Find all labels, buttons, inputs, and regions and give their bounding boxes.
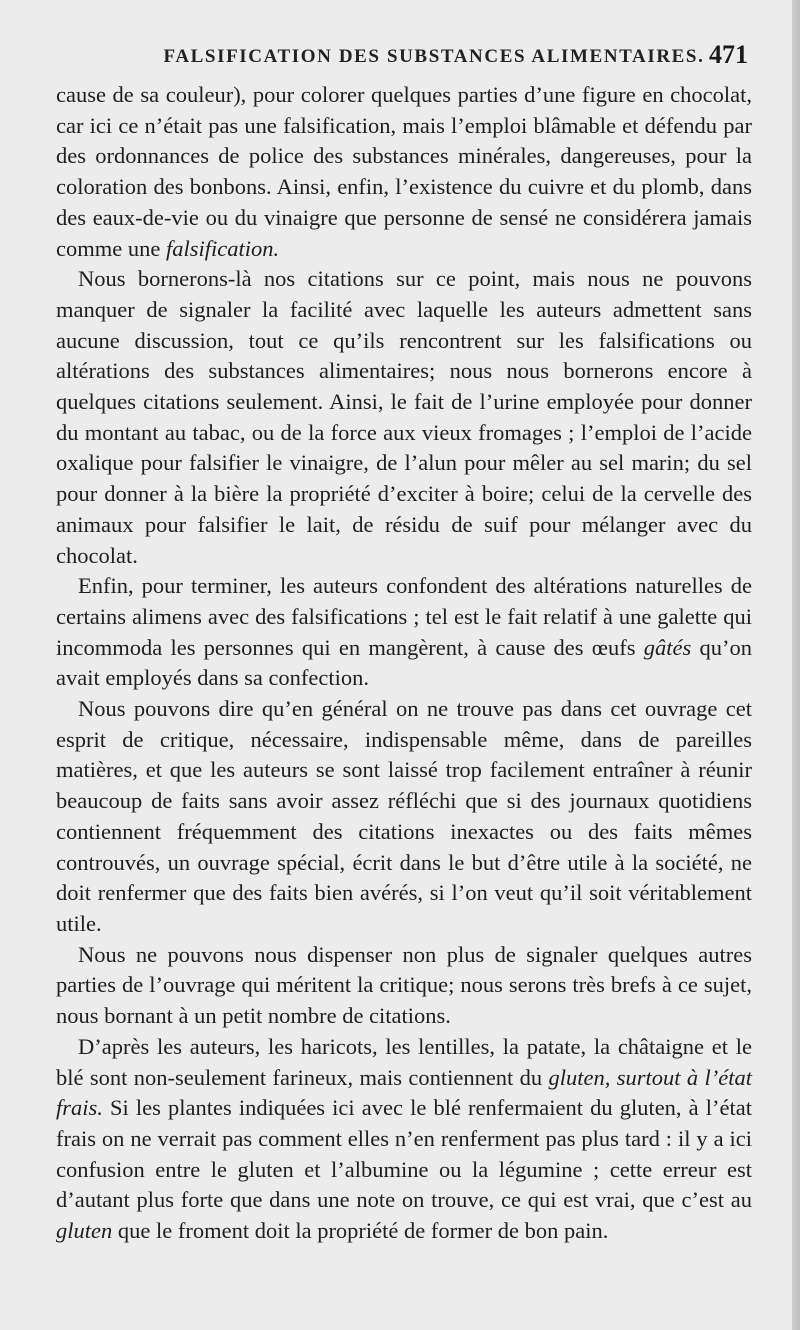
italic-text: gâtés xyxy=(643,634,692,660)
paragraph xyxy=(56,694,752,940)
paragraph-text: que le froment doit la propriété de former de bon pain. xyxy=(112,1218,609,1244)
paragraph-text: Nous bornerons-là nos citations sur ce point, mais nous ne pouvons manquer de signaler la facilité avec laquelle les auteurs admettent sans aucune discussion, tout ce qu’ils rencontrent sur les falsifications ou altérations des substances alimentaires; nous nous bornerons encore à quelques citations seulement. Ainsi, le fait de l’urine employée pour donner du montant au tabac, ou de la force aux vieux fromages ; l’emploi de l’acide oxalique pour falsifier le vinaigre, de l’alun pour mêler au sel marin; du sel pour donner à la bière la propriété d’exciter à boire; celui de la cervelle des animaux pour falsifier le lait, de résidu de suif pour mélanger avec du chocolat. xyxy=(56,266,752,568)
page-number: 471 xyxy=(709,40,748,69)
italic-text: falsification. xyxy=(165,235,280,261)
paragraph-text: Nous ne pouvons nous dispenser non plus de signaler quelques autres parties de l’ouvrage qui méritent la critique; nous serons très brefs à ce sujet, nous bornant à un petit nombre de citations. xyxy=(56,941,752,1029)
paragraph xyxy=(56,80,752,264)
paragraph xyxy=(56,571,752,694)
body-text xyxy=(56,80,752,1247)
italic-text: gluten xyxy=(56,1218,113,1244)
running-head xyxy=(56,38,752,80)
paragraph-text: Enfin, pour terminer, les auteurs confondent des altérations naturelles de certains alimens avec des falsifications ; tel est le fait relatif à une galette qui incommoda les personnes qui en mangèrent, à cause des œufs xyxy=(56,573,752,660)
paragraph-text: Nous pouvons dire qu’en général on ne trouve pas dans cet ouvrage cet esprit de critique, nécessaire, indispensable même, dans de pareilles matières, et que les auteurs se sont laissé trop facilement entraîner à réunir beaucoup de faits sans avoir assez réfléchi que si des journaux quotidiens contiennent fréquemment des citations inexactes ou des faits mêmes controuvés, un ouvrage spécial, écrit dans le but d’être utile à la société, ne doit renfermer que des faits bien avérés, si l’on veut qu’il soit véritablement utile. xyxy=(56,696,752,936)
paragraph-text: cause de sa couleur), pour colorer quelques parties d’une figure en chocolat, car ici ce n’était pas une falsification, mais l’emploi blâmable et défendu par des ordonnances de police des substances minérales, dangereuses, pour la coloration des bonbons. Ainsi, enfin, l’existence du cuivre et du plomb, dans des eaux-de-vie ou du vinaigre que personne de sensé ne considérera jamais comme une xyxy=(56,82,752,261)
paragraph-text: Si les plantes indiquées ici avec le blé renfermaient du gluten, à l’état frais on ne verrait pas comment elles n’en renferment pas plus tard : il y a ici confusion entre le gluten et l’albumine ou la légumine ; cette erreur est d’autant plus forte que dans une note on trouve, ce qui est vrai, que c’est au xyxy=(56,1095,752,1213)
paragraph-text: D’après les auteurs, les haricots, les lentilles, la patate, la châtaigne et le blé sont non-seulement farineux, mais contiennent du xyxy=(56,1033,752,1090)
running-title: FALSIFICATION DES SUBSTANCES ALIMENTAIRES. xyxy=(163,46,705,67)
paragraph xyxy=(56,264,752,571)
italic-text: gluten, surtout à l’état frais. xyxy=(56,1064,752,1121)
paragraph-text: qu’on avait employés dans sa confection. xyxy=(56,634,752,691)
paragraph xyxy=(56,940,752,1032)
page-edge-shadow xyxy=(792,0,800,1330)
paragraph xyxy=(56,1032,752,1247)
